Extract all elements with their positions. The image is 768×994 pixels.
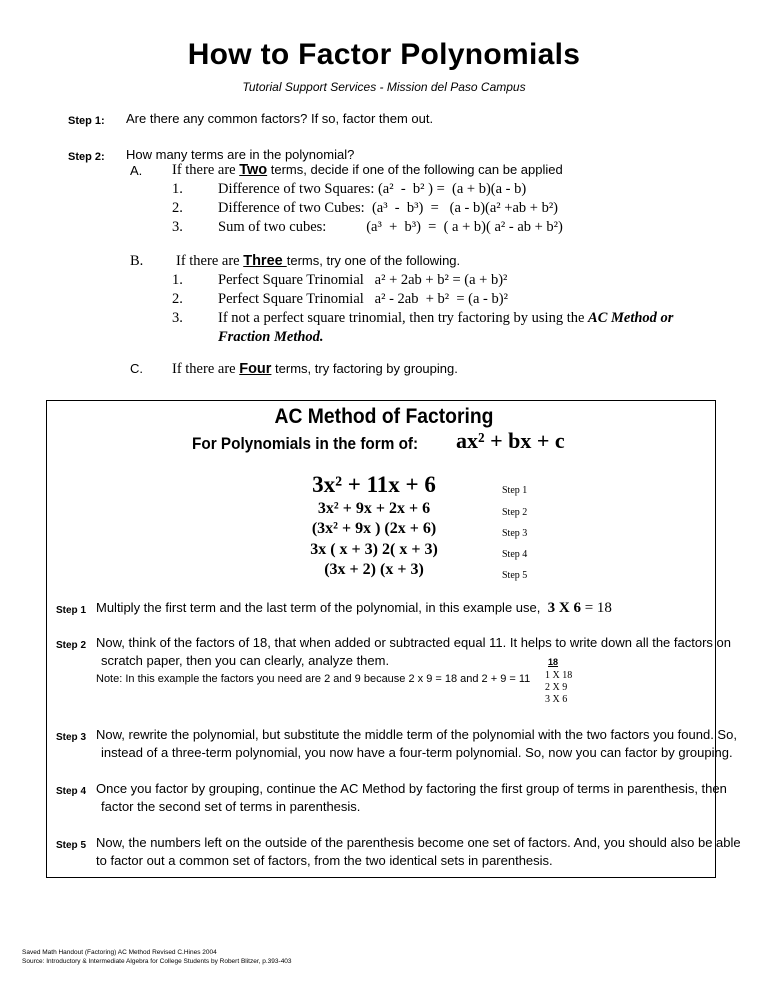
step1-text: Are there any common factors? If so, factor them out. xyxy=(126,111,434,126)
example-line: (3x + 2) (x + 3) xyxy=(324,561,424,578)
ac-title: AC Method of Factoring xyxy=(274,405,494,428)
section-b-item-cont: Fraction Method. xyxy=(218,329,324,345)
footer-line: Source: Introductory & Intermediate Algebra for College Students by Robert Blitzer, p.393-403 xyxy=(22,958,292,965)
ac-subtitle: For Polynomials in the form of: xyxy=(192,434,419,453)
section-a-item: Difference of two Cubes: (a³ - b³) = (a - b)(a² +ab + b²) xyxy=(218,200,558,216)
detail-step-label: Step 5 xyxy=(56,840,87,851)
page-subtitle: Tutorial Support Services - Mission del Paso Campus xyxy=(242,80,526,94)
section-b-item: Perfect Square Trinomial a² - 2ab + b² = (a - b)² xyxy=(218,291,508,307)
section-b-letter: B. xyxy=(130,253,144,269)
keyword-four: Four xyxy=(239,361,272,377)
example-step-label: Step 2 xyxy=(502,507,528,518)
factor-pair: 2 X 9 xyxy=(545,682,568,693)
page-title: How to Factor Polynomials xyxy=(187,38,581,71)
section-a-intro: If there are Two terms, decide if one of the following can be applied xyxy=(172,162,563,178)
example-line: 3x ( x + 3) 2( x + 3) xyxy=(310,541,438,558)
example-step-label: Step 3 xyxy=(502,528,528,539)
section-b-item-num: 1. xyxy=(172,272,183,288)
detail-step-text: Multiply the first term and the last term of the polynomial, in this example use, 3 X 6 = 18 xyxy=(96,600,612,616)
detail-step-text: factor the second set of terms in parenthesis. xyxy=(101,799,361,814)
step1-label: Step 1: xyxy=(68,115,105,127)
section-b-item: If not a perfect square trinomial, then try factoring by using the AC Method or xyxy=(218,310,674,326)
keyword-three: Three xyxy=(243,253,287,269)
example-step-label: Step 4 xyxy=(502,549,528,560)
factors-header: 18 xyxy=(548,657,559,667)
example-step-label: Step 5 xyxy=(502,570,528,581)
detail-step-text: Once you factor by grouping, continue the AC Method by factoring the first group of terms in parenthesis, then xyxy=(96,781,727,796)
detail-step-label: Step 2 xyxy=(56,640,87,651)
detail-step-text: to factor out a common set of factors, from the two identical sets in parenthesis. xyxy=(96,853,553,868)
section-a-item: Sum of two cubes: (a³ + b³) = ( a + b)( a² - ab + b²) xyxy=(218,219,563,235)
detail-step-label: Step 3 xyxy=(56,732,87,743)
example-line: (3x² + 9x ) (2x + 6) xyxy=(311,520,437,537)
detail-step-text: instead of a three-term polynomial, you now have a four-term polynomial. So, now you can factor by grouping. xyxy=(101,745,733,760)
section-a-letter: A. xyxy=(130,163,143,178)
keyword-two: Two xyxy=(239,162,268,178)
section-b-intro: If there are Three terms, try one of the following. xyxy=(176,253,461,269)
ac-general-form: ax² + bx + c xyxy=(456,428,565,453)
section-a-item-num: 2. xyxy=(172,200,183,216)
detail-step-label: Step 1 xyxy=(56,605,87,616)
section-c-letter: C. xyxy=(130,361,143,376)
section-b-item: Perfect Square Trinomial a² + 2ab + b² = (a + b)² xyxy=(218,272,508,288)
section-c-intro: If there are Four terms, try factoring by grouping. xyxy=(172,361,458,377)
section-b-item-num: 3. xyxy=(172,310,183,326)
detail-step-note: Note: In this example the factors you need are 2 and 9 because 2 x 9 = 18 and 2 + 9 = 11 xyxy=(96,673,531,685)
step2-label: Step 2: xyxy=(68,151,105,163)
detail-step-text: scratch paper, then you can clearly, analyze them. xyxy=(101,653,390,668)
section-a-item: Difference of two Squares: (a² - b² ) = (a + b)(a - b) xyxy=(218,181,527,197)
footer-line: Saved Math Handout (Factoring) AC Method Revised C.Hines 2004 xyxy=(22,949,217,956)
section-b-item-num: 2. xyxy=(172,291,183,307)
detail-step-text: Now, the numbers left on the outside of the parenthesis become one set of factors. And, you should also be able xyxy=(96,835,741,850)
example-line: 3x² + 11x + 6 xyxy=(312,472,436,497)
section-a-item-num: 1. xyxy=(172,181,183,197)
factor-pair: 3 X 6 xyxy=(545,694,568,705)
detail-step-text: Now, rewrite the polynomial, but substitute the middle term of the polynomial with the two factors you found. So, xyxy=(96,727,737,742)
detail-step-text: Now, think of the factors of 18, that when added or subtracted equal 11. It helps to write down all the factors on xyxy=(96,635,731,650)
step2-text: How many terms are in the polynomial? xyxy=(126,147,355,162)
section-a-item-num: 3. xyxy=(172,219,183,235)
example-line: 3x² + 9x + 2x + 6 xyxy=(317,500,431,517)
factor-pair: 1 X 18 xyxy=(545,670,573,681)
example-step-label: Step 1 xyxy=(502,485,528,496)
detail-step-label: Step 4 xyxy=(56,786,87,797)
